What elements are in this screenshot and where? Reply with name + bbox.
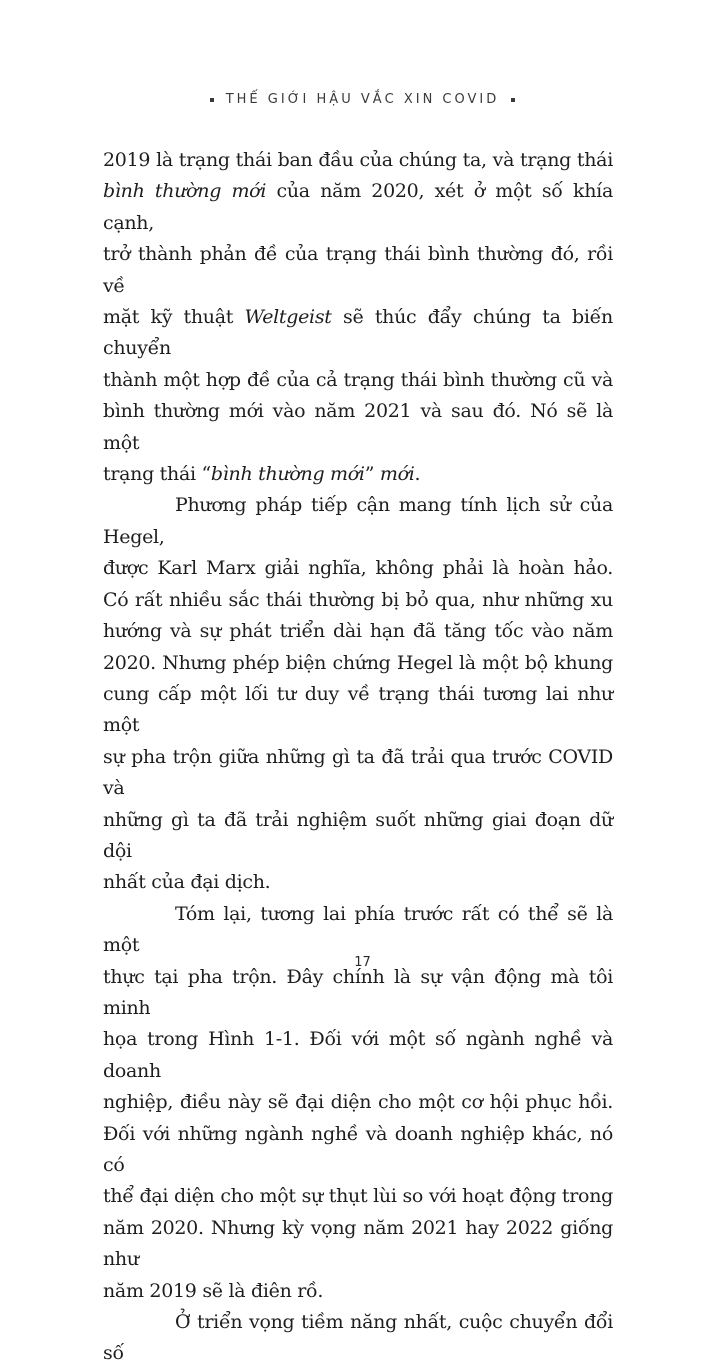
text-line (103, 648, 613, 679)
text-run: . (414, 463, 421, 486)
bullet-left-icon (210, 98, 214, 102)
text-run: cung cấp một lối tư duy về trạng thái tương lai như một (103, 682, 613, 737)
text-line (103, 396, 613, 459)
text-run: sự pha trộn giữa những gì ta đã trải qua trước COVID và (103, 745, 613, 800)
text-line (103, 459, 613, 490)
text-line (103, 962, 613, 1025)
text-line (103, 616, 613, 647)
text-line (103, 1119, 613, 1182)
text-line (103, 805, 613, 868)
text-run: họa trong Hình 1-1. Đối với một số ngành nghề và doanh (103, 1028, 613, 1082)
text-line (103, 899, 613, 962)
text-run: nghiệp, điều này sẽ đại diện cho một cơ hội phục hồi. (103, 1091, 613, 1114)
page-number: 17 (354, 955, 371, 970)
text-run: Có rất nhiều sắc thái thường bị bỏ qua, như những xu (103, 588, 613, 611)
italic-text: mới (379, 463, 415, 486)
running-title: THẾ GIỚI HẬU VẮC XIN COVID (225, 92, 500, 107)
text-run: trở thành phản đề của trạng thái bình thường đó, rồi về (103, 243, 613, 297)
text-run: năm 2019 sẽ là điên rồ. (103, 1279, 324, 1302)
text-line (103, 585, 613, 616)
bullet-right-icon (511, 98, 515, 102)
text-run: hướng và sự phát triển dài hạn đã tăng tốc vào năm (103, 620, 613, 643)
text-line (103, 867, 613, 898)
body-text (103, 145, 613, 1370)
text-run: bình thường mới vào năm 2021 và sau đó. Nó sẽ là một (103, 400, 613, 454)
text-run: thực tại pha trộn. Đây chính là sự vận động mà tôi minh (103, 965, 613, 1019)
text-run: 2019 là trạng thái ban đầu của chúng ta, và trạng thái (103, 149, 613, 171)
text-run: Ở triển vọng tiềm năng nhất, cuộc chuyển đổi số (103, 1311, 613, 1365)
text-run: Đối với những ngành nghề và doanh nghiệp khác, nó có (103, 1122, 613, 1176)
text-line (103, 1024, 613, 1087)
text-line (103, 553, 613, 584)
paragraph (103, 145, 613, 490)
text-run: những gì ta đã trải nghiệm suốt những giai đoạn dữ dội (103, 808, 613, 862)
italic-text: bình thường mới (103, 180, 267, 203)
text-run: Phương pháp tiếp cận mang tính lịch sử của Hegel, (103, 494, 613, 548)
text-line (103, 1276, 613, 1307)
text-run: 2020. Nhưng phép biện chứng Hegel là một bộ khung (103, 651, 613, 674)
text-line (103, 1181, 613, 1212)
text-line (103, 239, 613, 302)
text-line (103, 145, 613, 176)
text-line (103, 1307, 613, 1370)
paragraph (103, 1307, 613, 1370)
text-run: năm 2020. Nhưng kỳ vọng năm 2021 hay 2022 giống như (103, 1216, 613, 1271)
text-run: sẽ thúc đẩy chúng ta biến chuyển (103, 306, 613, 360)
text-run: Tóm lại, tương lai phía trước rất có thể sẽ là một (103, 902, 613, 957)
running-header (0, 92, 725, 107)
text-line (103, 365, 613, 396)
text-line (103, 679, 613, 742)
text-run: trạng thái “ (103, 463, 211, 486)
text-run: nhất của đại dịch. (103, 871, 271, 894)
text-line (103, 490, 613, 553)
text-run: ” (364, 463, 380, 486)
italic-text: Weltgeist (244, 306, 332, 329)
text-line (103, 1087, 613, 1118)
italic-text: bình thường mới (210, 463, 365, 486)
text-run: thể đại diện cho một sự thụt lùi so với hoạt động trong (103, 1185, 613, 1208)
text-line (103, 302, 613, 365)
text-run: mặt kỹ thuật (103, 306, 245, 329)
text-run: được Karl Marx giải nghĩa, không phải là hoàn hảo. (103, 557, 613, 580)
text-line (103, 1213, 613, 1276)
paragraph (103, 490, 613, 898)
text-line (103, 742, 613, 805)
text-run: của năm 2020, xét ở một số khía cạnh, (103, 180, 613, 234)
text-line (103, 176, 613, 239)
text-run: thành một hợp đề của cả trạng thái bình thường cũ và (103, 368, 613, 391)
